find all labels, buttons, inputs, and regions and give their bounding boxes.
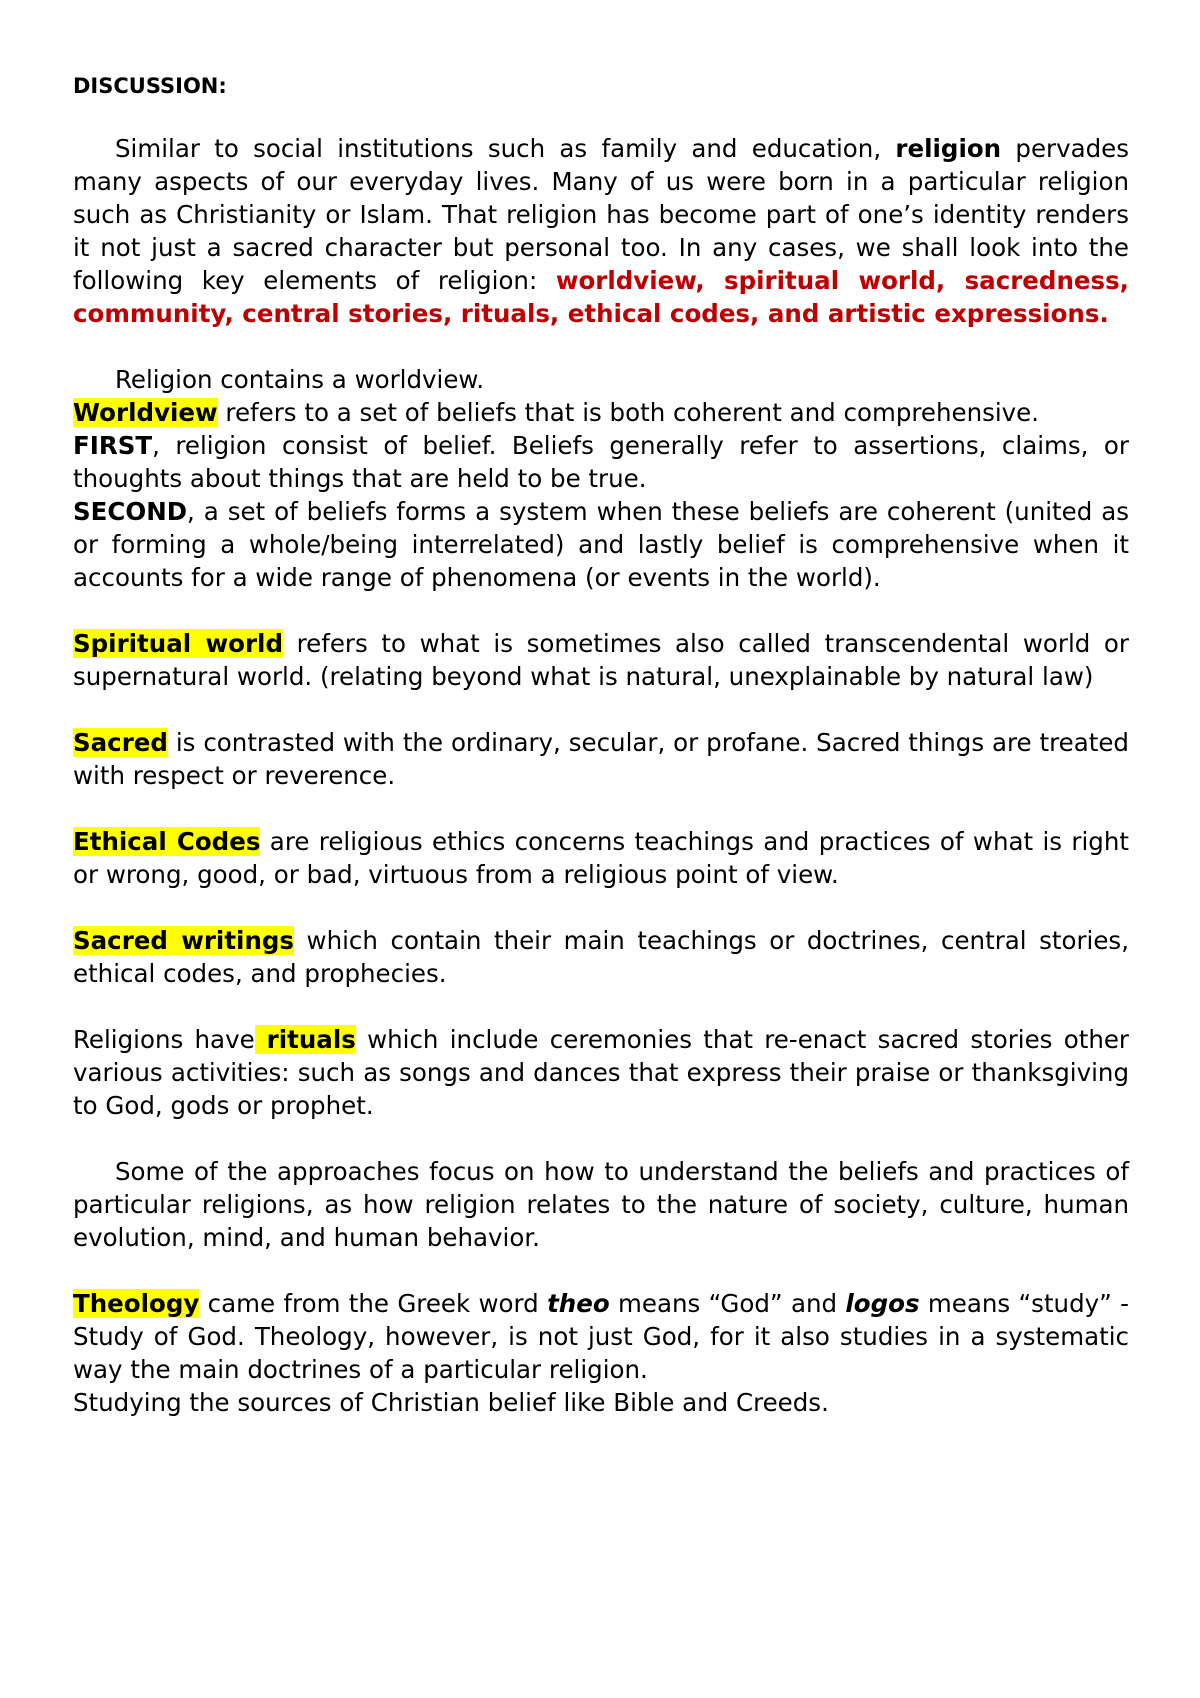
worldview-def-text: refers to a set of beliefs that is both coherent and comprehensive. [217, 398, 1040, 427]
writings-term: Sacred writings [73, 926, 295, 955]
rituals-term: rituals [254, 1025, 356, 1054]
key-elements-list: worldview, spiritual world, sacredness, community, central stories, rituals, ethical codes, and artistic expressions. [73, 266, 1129, 328]
intro-text-1: Similar to social institutions such as family and education, [115, 134, 896, 163]
spiritual-paragraph [73, 627, 1129, 693]
document-page [73, 70, 1129, 1419]
first-label: FIRST [73, 431, 153, 460]
rituals-pre: Religions have [73, 1025, 255, 1054]
worldview-lead: Religion contains a worldview. [115, 365, 484, 394]
writings-text: which contain their main teachings or doctrines, central stories, ethical codes, and prophecies. [73, 926, 1129, 988]
intro-text-2: pervades many aspects of our everyday lives. Many of us were born in a particular religion such as Christianity or Islam. That religion has become part of one’s identity renders it not just a sacred character but personal too. In any cases, we shall look into the following key elements of religion: [73, 134, 1130, 295]
spiritual-term: Spiritual world [73, 629, 283, 658]
sacred-term: Sacred [73, 728, 168, 757]
discussion-heading: DISCUSSION: [73, 74, 227, 98]
ethical-text: are religious ethics concerns teachings and practices of what is right or wrong, good, or bad, virtuous from a religious point of view. [73, 827, 1129, 889]
approaches-paragraph: Some of the approaches focus on how to understand the beliefs and practices of particular religions, as how religion relates to the nature of society, culture, human evolution, mind, and human behavior. [73, 1157, 1129, 1252]
ethical-term: Ethical Codes [73, 827, 261, 856]
rituals-paragraph [73, 1023, 1129, 1122]
rituals-text: which include ceremonies that re-enact sacred stories other various activities: such as songs and dances that express their praise or thanksgiving to God, gods or prophet. [73, 1025, 1129, 1120]
second-text: , a set of beliefs forms a system when these beliefs are coherent (united as or forming a whole/being interrelated) and lastly belief is comprehensive when it accounts for a wide range of phenomena (or events in the world). [73, 497, 1129, 592]
ethical-paragraph [73, 825, 1129, 891]
worldview-term: Worldview [73, 398, 218, 427]
logos-word: logos [845, 1289, 920, 1318]
writings-paragraph [73, 924, 1129, 990]
sacred-paragraph [73, 726, 1129, 792]
theology-paragraph [73, 1287, 1129, 1386]
theo-word: theo [547, 1289, 610, 1318]
studying-sources-line: Studying the sources of Christian belief like Bible and Creeds. [73, 1388, 829, 1417]
worldview-definition [73, 396, 1129, 429]
second-label: SECOND [73, 497, 188, 526]
second-paragraph [73, 495, 1129, 594]
theology-text-1: came from the Greek word [199, 1289, 548, 1318]
spiritual-text: refers to what is sometimes also called transcendental world or supernatural world. (relating beyond what is natural, unexplainable by natural law) [73, 629, 1129, 691]
intro-religion-bold: religion [895, 134, 1002, 163]
theology-text-2: means “God” and [609, 1289, 846, 1318]
theology-text-3: means “study” - Study of God. Theology, however, is not just God, for it also studies in a systematic way the main doctrines of a particular religion. [73, 1289, 1129, 1384]
intro-paragraph [73, 132, 1129, 330]
sacred-text: is contrasted with the ordinary, secular, or profane. Sacred things are treated with respect or reverence. [73, 728, 1129, 790]
theology-term: Theology [73, 1289, 200, 1318]
first-paragraph [73, 429, 1129, 495]
first-text: , religion consist of belief. Beliefs generally refer to assertions, claims, or thoughts about things that are held to be true. [73, 431, 1129, 493]
